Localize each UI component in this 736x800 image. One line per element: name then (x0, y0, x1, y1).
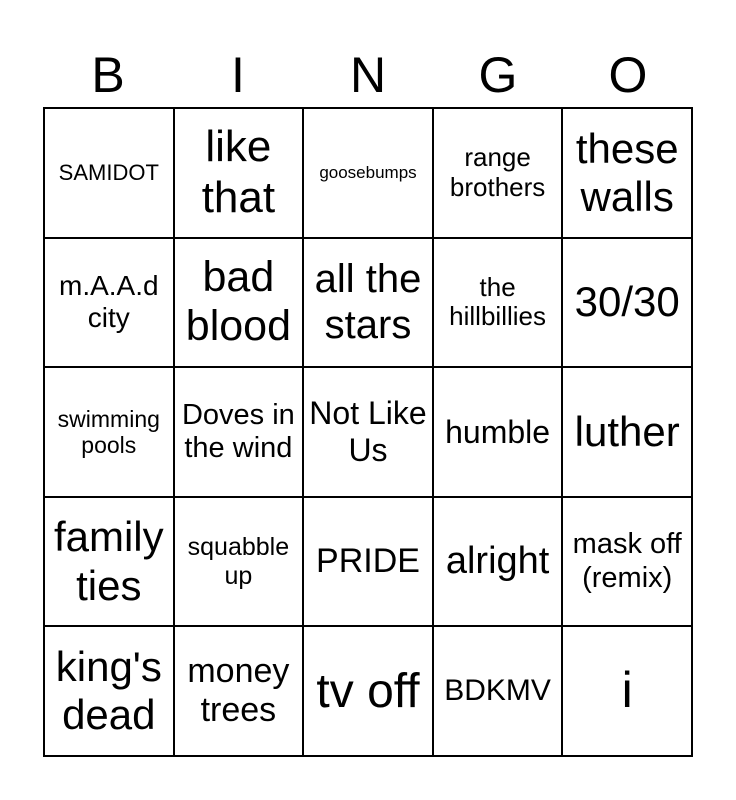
bingo-board (43, 107, 693, 757)
bingo-cell-r4c2[interactable]: squabble up (175, 498, 305, 628)
bingo-cell-r3c5[interactable]: luther (563, 368, 693, 498)
header-letter-g: G (478, 47, 518, 103)
bingo-cell-r1c5[interactable]: these walls (563, 109, 693, 239)
bingo-header (43, 44, 693, 106)
bingo-cell-r4c5[interactable]: mask off (remix) (563, 498, 693, 628)
bingo-cell-r2c3[interactable]: all the stars (304, 239, 434, 369)
header-letter-n: N (349, 47, 387, 103)
header-letter-b: B (91, 47, 125, 103)
bingo-cell-r4c1[interactable]: family ties (45, 498, 175, 628)
bingo-cell-r5c1[interactable]: king's dead (45, 627, 175, 757)
bingo-cell-r5c2[interactable]: money trees (175, 627, 305, 757)
bingo-cell-r1c4[interactable]: range brothers (434, 109, 564, 239)
bingo-cell-r3c3[interactable]: Not Like Us (304, 368, 434, 498)
bingo-cell-r1c1[interactable]: SAMIDOT (45, 109, 175, 239)
bingo-cell-r3c4[interactable]: humble (434, 368, 564, 498)
bingo-cell-r3c2[interactable]: Doves in the wind (175, 368, 305, 498)
bingo-cell-r1c3[interactable]: goosebumps (304, 109, 434, 239)
bingo-cell-r5c4[interactable]: BDKMV (434, 627, 564, 757)
header-letter-i: I (231, 47, 245, 103)
bingo-cell-r4c3[interactable]: PRIDE (304, 498, 434, 628)
bingo-cell-r5c3[interactable]: tv off (304, 627, 434, 757)
bingo-cell-r5c5[interactable]: i (563, 627, 693, 757)
bingo-cell-r2c5[interactable]: 30/30 (563, 239, 693, 369)
bingo-cell-r2c1[interactable]: m.A.A.d city (45, 239, 175, 369)
bingo-cell-r4c4[interactable]: alright (434, 498, 564, 628)
bingo-cell-r3c1[interactable]: swimming pools (45, 368, 175, 498)
bingo-cell-r1c2[interactable]: like that (175, 109, 305, 239)
bingo-cell-r2c4[interactable]: the hillbillies (434, 239, 564, 369)
bingo-cell-r2c2[interactable]: bad blood (175, 239, 305, 369)
header-letter-o: O (608, 47, 648, 103)
